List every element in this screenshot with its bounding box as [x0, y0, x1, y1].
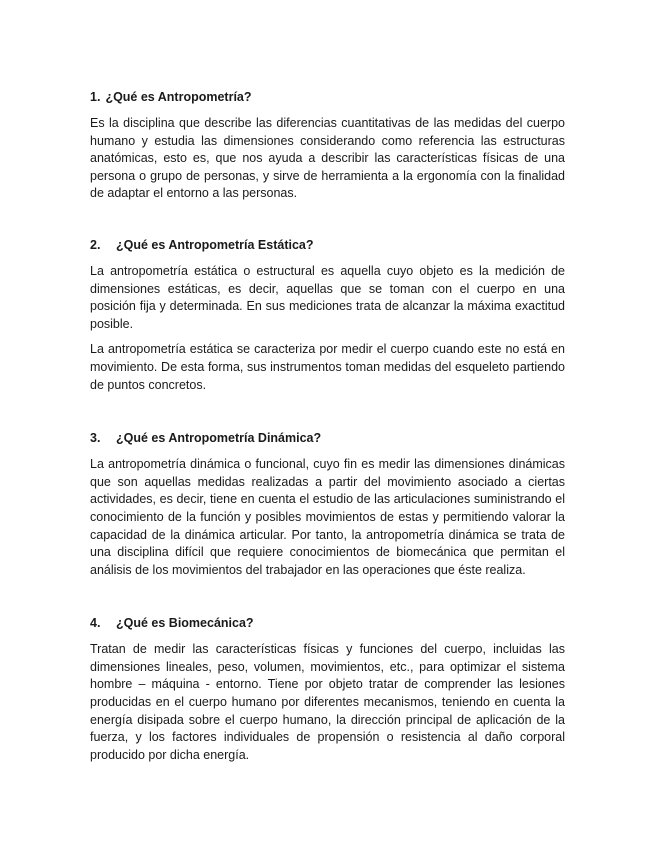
section-number: 1.	[90, 90, 101, 104]
section-title: ¿Qué es Biomecánica?	[116, 616, 254, 631]
section-antropometria-estatica	[90, 236, 565, 394]
section-heading	[90, 236, 565, 254]
section-heading	[90, 429, 565, 447]
section-heading	[90, 614, 565, 632]
section-number: 3.	[90, 431, 101, 446]
section-antropometria-dinamica	[90, 429, 565, 579]
section-title: ¿Qué es Antropometría Dinámica?	[116, 431, 322, 446]
section-title: ¿Qué es Antropometría Estática?	[116, 237, 314, 252]
section-antropometria	[90, 88, 565, 203]
section-number: 2.	[90, 237, 101, 252]
paragraph: La antropometría estática o estructural es aquella cuyo objeto es la medición de dimensiones estáticas, es decir, aquellas que se toman con el cuerpo en una posición fija y determinada. En sus mediciones trata de alcanzar la máxima exactitud posible.	[90, 263, 565, 331]
section-biomecanica	[90, 614, 565, 764]
section-heading	[90, 88, 565, 106]
section-title: ¿Qué es Antropometría?	[105, 90, 252, 104]
paragraph: Es la disciplina que describe las diferencias cuantitativas de las medidas del cuerpo humano y estudia las dimensiones considerando como referencia las estructuras anatómicas, esto es, que nos ayuda a describir las características físicas de una persona o grupo de personas, y sirve de herramienta a la ergonomía con la finalidad de adaptar el entorno a las personas.	[90, 116, 565, 201]
paragraph: La antropometría estática se caracteriza por medir el cuerpo cuando este no está en movimiento. De esta forma, sus instrumentos toman medidas del esqueleto partiendo de puntos concretos.	[90, 342, 565, 392]
paragraph: Tratan de medir las características físicas y funciones del cuerpo, incluidas las dimensiones lineales, peso, volumen, movimientos, etc., para optimizar el sistema hombre – máquina - entorno. Tiene por objeto tratar de comprender las lesiones producidas en el cuerpo humano por diferentes mecanismos, teniendo en cuenta la energía disipada sobre el cuerpo humano, la dirección principal de aplicación de la fuerza, y los factores individuales de propensión o resistencia al daño corporal producido por dicha energía.	[90, 642, 565, 762]
paragraph: La antropometría dinámica o funcional, cuyo fin es medir las dimensiones dinámicas que son aquellas medidas realizadas a partir del movimiento asociado a ciertas actividades, es decir, tiene en cuenta el estudio de las articulaciones suministrando el conocimiento de la función y posibles movimientos de estas y permitiendo valorar la capacidad de la dinámica articular. Por tanto, la antropometría dinámica se trata de una disciplina difícil que requiere conocimientos de biomecánica que permitan el análisis de los movimientos del trabajador en las operaciones que éste realiza.	[90, 457, 565, 577]
section-number: 4.	[90, 616, 101, 631]
document-page	[90, 88, 565, 798]
